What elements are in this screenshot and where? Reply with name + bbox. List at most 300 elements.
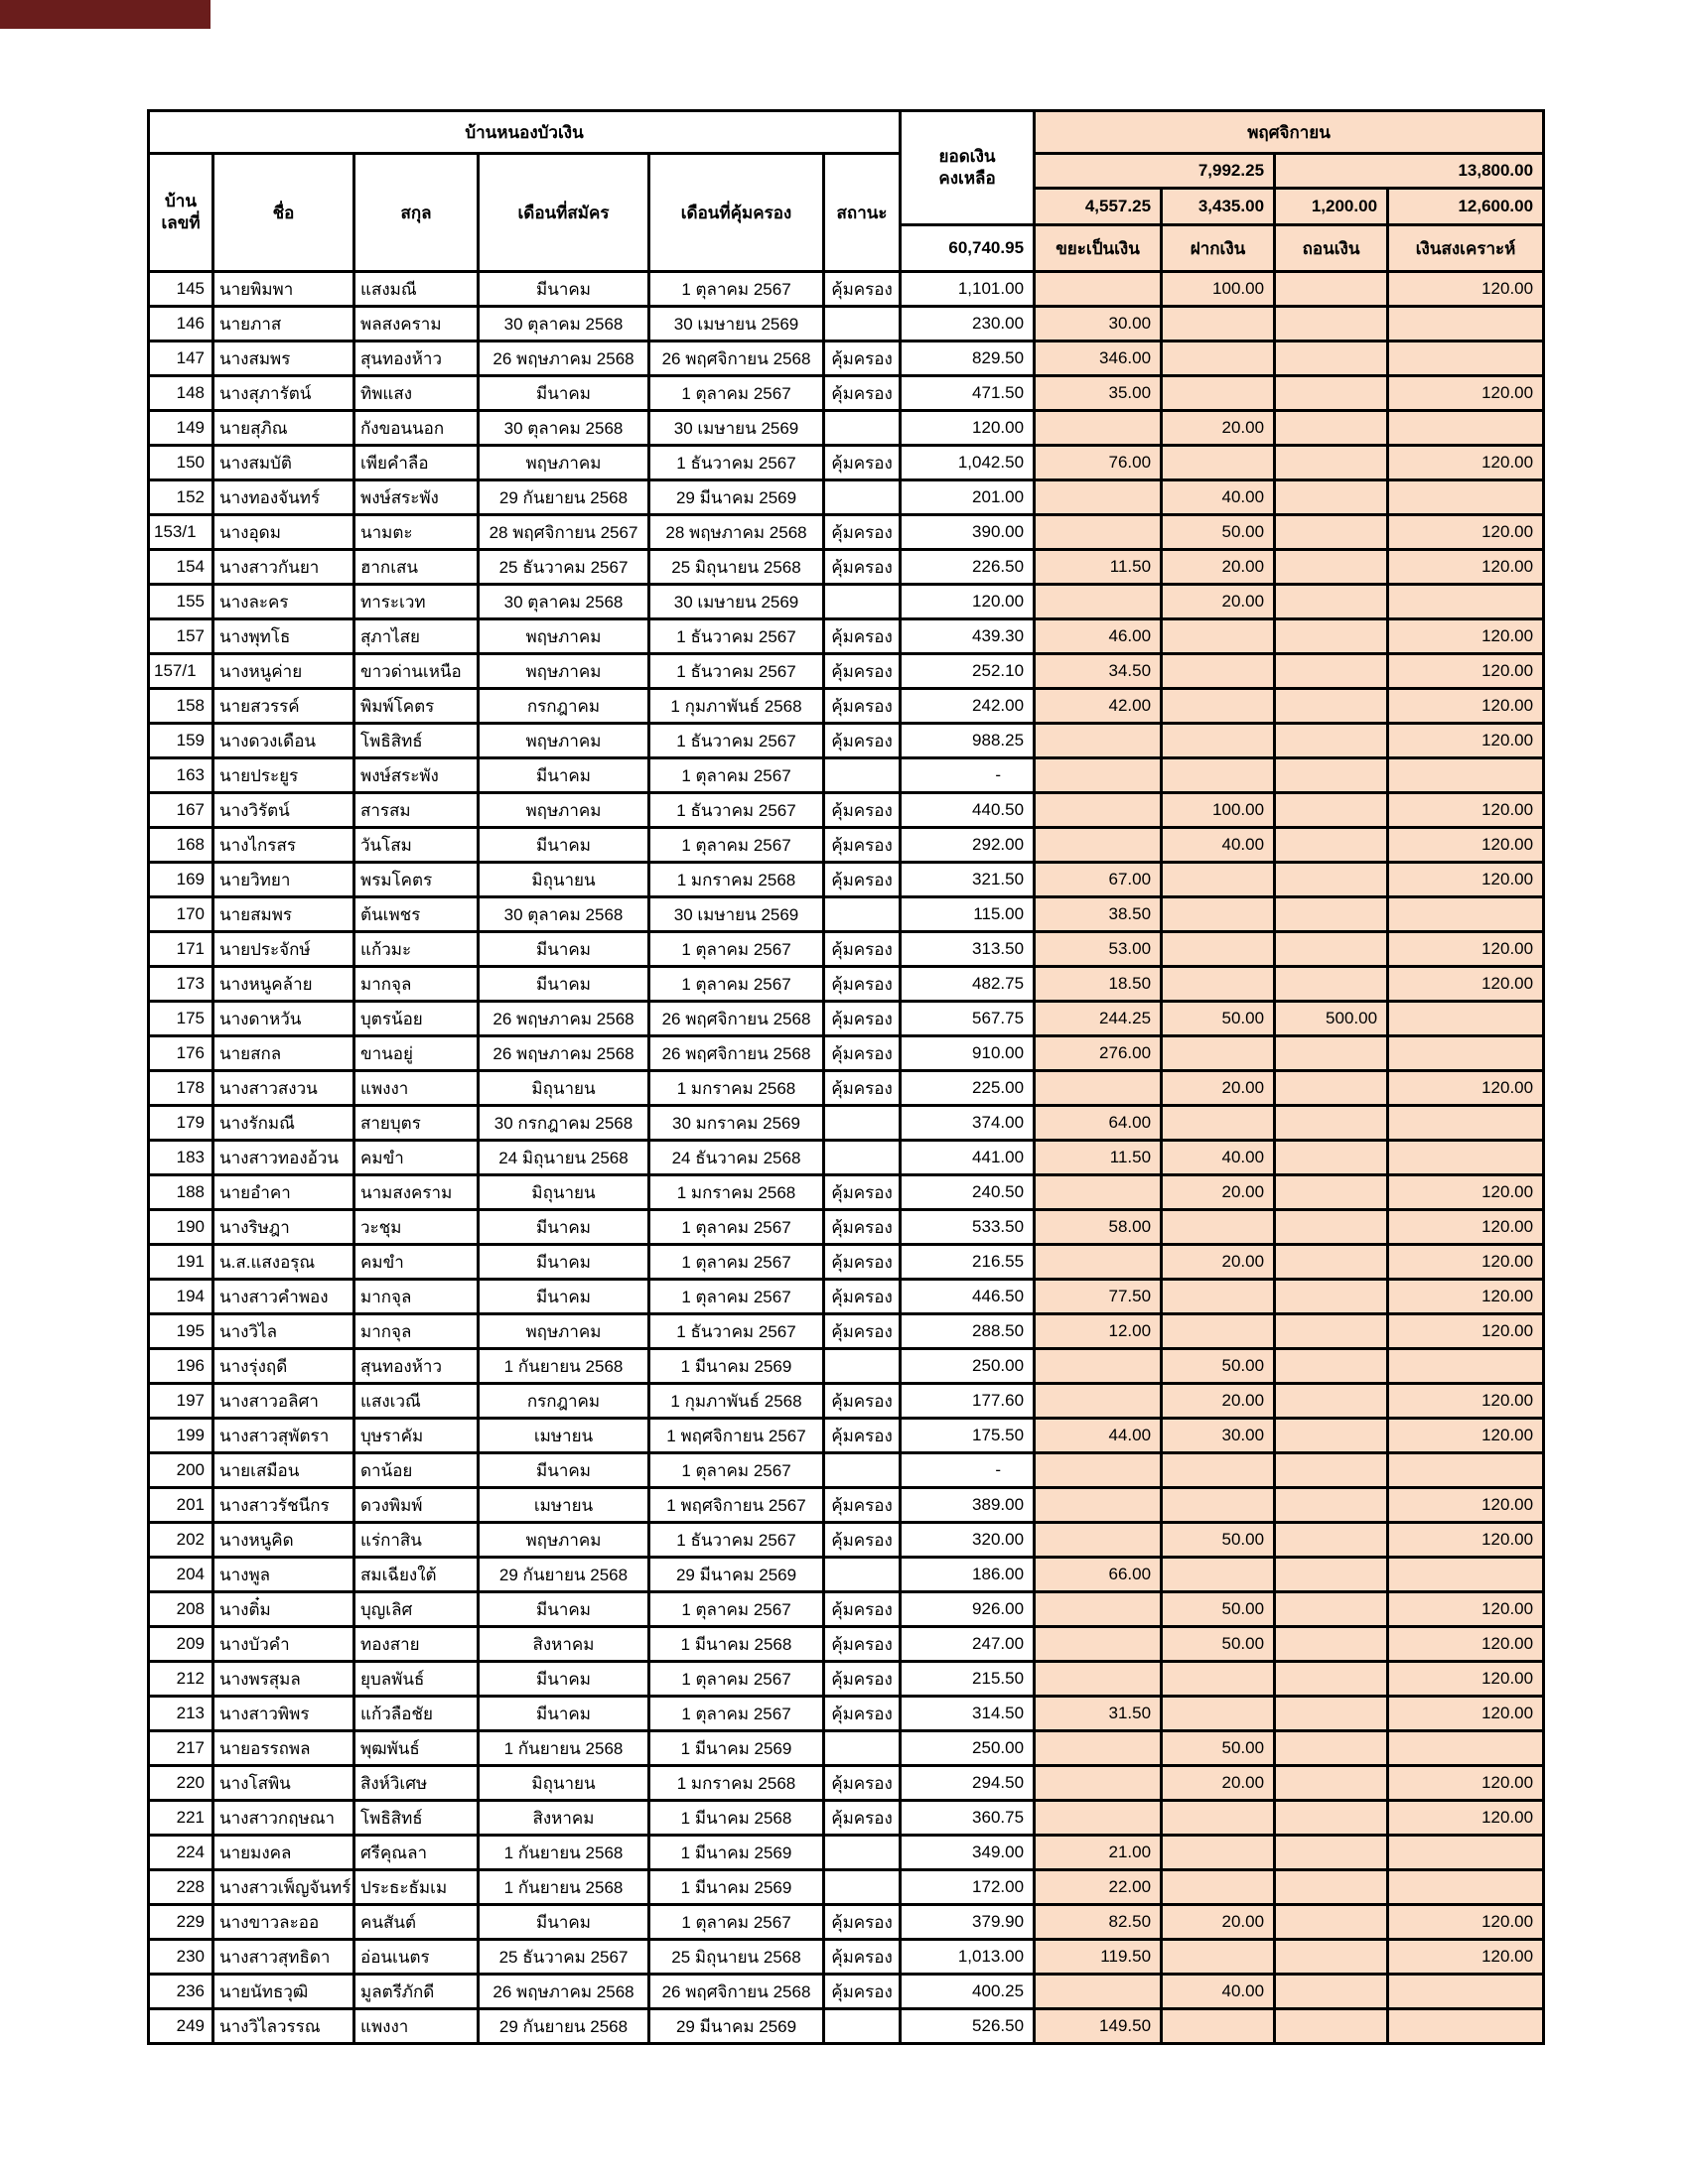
balance-cell: 926.00 (901, 1592, 1035, 1627)
deposit-cell: 100.00 (1162, 793, 1275, 828)
house-label-line1: บ้าน (165, 192, 197, 210)
deposit-cell: 20.00 (1162, 585, 1275, 619)
table-row (149, 1453, 1544, 1488)
cover-month-cell: 1 มีนาคม 2568 (649, 1627, 824, 1662)
house-no-cell: 170 (149, 897, 213, 932)
table-row (149, 689, 1544, 724)
first-name-cell: นายภาส (213, 307, 354, 341)
trash-money-cell: 11.50 (1035, 550, 1162, 585)
trash-money-cell: 53.00 (1035, 932, 1162, 967)
surname-cell: แพงงา (354, 1071, 479, 1106)
welfare-cell: 120.00 (1388, 515, 1544, 550)
welfare-cell: 120.00 (1388, 863, 1544, 897)
deposit-cell (1162, 376, 1275, 411)
house-no-cell: 194 (149, 1280, 213, 1314)
first-name-cell: นางหนูค่าย (213, 654, 354, 689)
trash-money-cell: 149.50 (1035, 2009, 1162, 2044)
withdraw-cell (1275, 1106, 1388, 1141)
welfare-cell: 120.00 (1388, 272, 1544, 307)
table-row (149, 863, 1544, 897)
table-row (149, 1592, 1544, 1627)
surname-cell: กังขอนนอก (354, 411, 479, 446)
balance-cell: 320.00 (901, 1523, 1035, 1558)
balance-cell: 115.00 (901, 897, 1035, 932)
cover-month-cell: 1 มีนาคม 2569 (649, 1349, 824, 1384)
apply-month-cell: 30 ตุลาคม 2568 (479, 585, 649, 619)
apply-month-cell: 26 พฤษภาคม 2568 (479, 1036, 649, 1071)
balance-cell: 215.50 (901, 1662, 1035, 1697)
cover-month-cell: 28 พฤษภาคม 2568 (649, 515, 824, 550)
house-no-cell: 221 (149, 1801, 213, 1836)
first-name-cell: นางรักมณี (213, 1106, 354, 1141)
welfare-cell (1388, 2009, 1544, 2044)
cover-month-cell: 1 ธันวาคม 2567 (649, 446, 824, 480)
deposit-cell (1162, 446, 1275, 480)
first-name-cell: นางดาหวัน (213, 1002, 354, 1036)
apply-month-cell: พฤษภาคม (479, 654, 649, 689)
balance-cell: 201.00 (901, 480, 1035, 515)
status-cell: คุ้มครอง (824, 1975, 901, 2009)
welfare-cell (1388, 1975, 1544, 2009)
apply-month-cell: มีนาคม (479, 1697, 649, 1731)
withdraw-cell (1275, 1523, 1388, 1558)
house-no-cell: 163 (149, 758, 213, 793)
house-no-cell: 150 (149, 446, 213, 480)
balance-cell: 482.75 (901, 967, 1035, 1002)
apply-month-cell: 29 กันยายน 2568 (479, 480, 649, 515)
first-name-cell: นายอรรถพล (213, 1731, 354, 1766)
surname-cell: สุนทองห้าว (354, 341, 479, 376)
trash-money-cell (1035, 758, 1162, 793)
deposit-cell (1162, 341, 1275, 376)
first-name-cell: นายอำคา (213, 1175, 354, 1210)
first-name-cell: นางสาวพิพร (213, 1697, 354, 1731)
apply-month-cell: มิถุนายน (479, 1766, 649, 1801)
surname-cell: มูลตรีภักดี (354, 1975, 479, 2009)
welfare-total: 12,600.00 (1388, 189, 1544, 225)
apply-month-cell: มีนาคม (479, 828, 649, 863)
apply-month-cell: 26 พฤษภาคม 2568 (479, 341, 649, 376)
surname-cell: คมขำ (354, 1245, 479, 1280)
deposit-cell (1162, 967, 1275, 1002)
status-cell: คุ้มครอง (824, 654, 901, 689)
trash-money-cell (1035, 1627, 1162, 1662)
withdraw-cell (1275, 1071, 1388, 1106)
status-cell (824, 1453, 901, 1488)
trash-money-cell (1035, 1349, 1162, 1384)
first-name-cell: นางสาวสุทธิดา (213, 1940, 354, 1975)
first-name-cell: นางสาวกันยา (213, 550, 354, 585)
trash-money-cell: 244.25 (1035, 1002, 1162, 1036)
deposit-cell (1162, 1106, 1275, 1141)
withdraw-cell (1275, 1662, 1388, 1697)
welfare-cell: 120.00 (1388, 654, 1544, 689)
house-no-cell: 154 (149, 550, 213, 585)
surname-cell: โพธิสิทธ์ (354, 724, 479, 758)
table-row (149, 1280, 1544, 1314)
table-row (149, 654, 1544, 689)
balance-cell: 533.50 (901, 1210, 1035, 1245)
first-name-cell: นางหนูคิด (213, 1523, 354, 1558)
apply-month-cell: มิถุนายน (479, 1071, 649, 1106)
apply-month-cell: 25 ธันวาคม 2567 (479, 550, 649, 585)
status-cell: คุ้มครอง (824, 1245, 901, 1280)
house-no-cell: 158 (149, 689, 213, 724)
cover-month-cell: 30 มกราคม 2569 (649, 1106, 824, 1141)
surname-cell: พลสงคราม (354, 307, 479, 341)
trash-money-cell (1035, 1245, 1162, 1280)
deposit-cell: 100.00 (1162, 272, 1275, 307)
table-row (149, 1766, 1544, 1801)
cover-month-cell: 1 ตุลาคม 2567 (649, 1662, 824, 1697)
house-no-cell: 175 (149, 1002, 213, 1036)
house-no-cell: 236 (149, 1975, 213, 2009)
status-cell (824, 1106, 901, 1141)
trash-money-cell: 34.50 (1035, 654, 1162, 689)
surname-cell: นามตะ (354, 515, 479, 550)
balance-grand-total: 60,740.95 (901, 225, 1035, 272)
withdraw-cell (1275, 480, 1388, 515)
surname-cell: ทองสาย (354, 1627, 479, 1662)
status-cell: คุ้มครอง (824, 724, 901, 758)
welfare-cell: 120.00 (1388, 1280, 1544, 1314)
surname-cell: บุษราคัม (354, 1419, 479, 1453)
trash-money-cell: 12.00 (1035, 1314, 1162, 1349)
withdraw-cell (1275, 1558, 1388, 1592)
cover-month-cell: 1 ตุลาคม 2567 (649, 1210, 824, 1245)
deposit-cell: 40.00 (1162, 480, 1275, 515)
status-cell: คุ้มครอง (824, 1940, 901, 1975)
apply-month-cell: พฤษภาคม (479, 446, 649, 480)
house-no-cell: 178 (149, 1071, 213, 1106)
house-label-line2: เลขที่ (161, 213, 201, 232)
surname-cell: วันโสม (354, 828, 479, 863)
apply-month-cell: 29 กันยายน 2568 (479, 2009, 649, 2044)
cover-month-cell: 29 มีนาคม 2569 (649, 480, 824, 515)
deposit-cell: 50.00 (1162, 515, 1275, 550)
deposit-cell (1162, 1836, 1275, 1870)
house-no-cell: 209 (149, 1627, 213, 1662)
table-row (149, 1036, 1544, 1071)
trash-money-cell: 35.00 (1035, 376, 1162, 411)
balance-cell: - (901, 758, 1035, 793)
table-row (149, 619, 1544, 654)
first-name-cell: นายพิมพา (213, 272, 354, 307)
welfare-cell (1388, 1836, 1544, 1870)
welfare-cell: 120.00 (1388, 932, 1544, 967)
status-cell: คุ้มครอง (824, 1627, 901, 1662)
house-no-cell: 208 (149, 1592, 213, 1627)
status-cell (824, 1558, 901, 1592)
table-row (149, 1801, 1544, 1836)
surname-cell: พุฒพันธ์ (354, 1731, 479, 1766)
deposit-cell (1162, 932, 1275, 967)
first-name-cell: นางสาวสุพัตรา (213, 1419, 354, 1453)
house-no-cell: 183 (149, 1141, 213, 1175)
deposit-cell: 20.00 (1162, 1766, 1275, 1801)
trash-money-cell: 346.00 (1035, 341, 1162, 376)
table-row (149, 1940, 1544, 1975)
balance-cell: 294.50 (901, 1766, 1035, 1801)
deposit-cell (1162, 758, 1275, 793)
trash-money-cell: 44.00 (1035, 1419, 1162, 1453)
trash-money-cell (1035, 1592, 1162, 1627)
welfare-cell (1388, 1453, 1544, 1488)
trash-money-cell (1035, 1731, 1162, 1766)
table-row (149, 1697, 1544, 1731)
surname-cell: พิมพ์โคตร (354, 689, 479, 724)
first-name-cell: นายประจักษ์ (213, 932, 354, 967)
table-row (149, 1627, 1544, 1662)
cover-month-cell: 1 ตุลาคม 2567 (649, 272, 824, 307)
cover-month-cell: 26 พฤศจิกายน 2568 (649, 341, 824, 376)
house-no-cell: 152 (149, 480, 213, 515)
withdraw-cell (1275, 1940, 1388, 1975)
apply-month-cell: มีนาคม (479, 1592, 649, 1627)
trash-money-cell: 82.50 (1035, 1905, 1162, 1940)
balance-cell: 446.50 (901, 1280, 1035, 1314)
surname-cell: ดวงพิมพ์ (354, 1488, 479, 1523)
column-header-cover-month: เดือนที่คุ้มครอง (649, 154, 824, 272)
welfare-cell: 120.00 (1388, 619, 1544, 654)
balance-cell: 567.75 (901, 1002, 1035, 1036)
balance-cell: 230.00 (901, 307, 1035, 341)
apply-month-cell: พฤษภาคม (479, 793, 649, 828)
withdraw-cell (1275, 1453, 1388, 1488)
cover-month-cell: 1 มีนาคม 2569 (649, 1870, 824, 1905)
first-name-cell: นางสมบัติ (213, 446, 354, 480)
surname-cell: สายบุตร (354, 1106, 479, 1141)
apply-month-cell: พฤษภาคม (479, 619, 649, 654)
withdraw-cell (1275, 828, 1388, 863)
house-no-cell: 148 (149, 376, 213, 411)
apply-month-cell: 1 กันยายน 2568 (479, 1731, 649, 1766)
house-no-cell: 169 (149, 863, 213, 897)
first-name-cell: นางสุภารัตน์ (213, 376, 354, 411)
apply-month-cell: มีนาคม (479, 1245, 649, 1280)
cover-month-cell: 26 พฤศจิกายน 2568 (649, 1975, 824, 2009)
trash-money-cell: 38.50 (1035, 897, 1162, 932)
withdraw-cell (1275, 1245, 1388, 1280)
deposit-cell (1162, 619, 1275, 654)
status-cell: คุ้มครอง (824, 828, 901, 863)
trash-money-cell: 77.50 (1035, 1280, 1162, 1314)
trash-money-cell: 42.00 (1035, 689, 1162, 724)
house-no-cell: 191 (149, 1245, 213, 1280)
status-cell (824, 1731, 901, 1766)
status-cell (824, 585, 901, 619)
welfare-cell: 120.00 (1388, 1627, 1544, 1662)
house-no-cell: 179 (149, 1106, 213, 1141)
welfare-cell (1388, 758, 1544, 793)
table-row (149, 376, 1544, 411)
house-no-cell: 168 (149, 828, 213, 863)
surname-cell: แร่กาสิน (354, 1523, 479, 1558)
apply-month-cell: มีนาคม (479, 967, 649, 1002)
withdraw-cell (1275, 1488, 1388, 1523)
welfare-cell (1388, 585, 1544, 619)
house-no-cell: 220 (149, 1766, 213, 1801)
balance-cell: 313.50 (901, 932, 1035, 967)
withdraw-cell (1275, 550, 1388, 585)
balance-cell: - (901, 1453, 1035, 1488)
column-header-deposit: ฝากเงิน (1162, 225, 1275, 272)
house-no-cell: 145 (149, 272, 213, 307)
table-row (149, 550, 1544, 585)
balance-cell: 390.00 (901, 515, 1035, 550)
withdraw-cell (1275, 376, 1388, 411)
trash-money-cell (1035, 411, 1162, 446)
withdraw-cell (1275, 1210, 1388, 1245)
status-cell: คุ้มครอง (824, 932, 901, 967)
village-title: บ้านหนองบัวเงิน (149, 111, 901, 154)
status-cell: คุ้มครอง (824, 446, 901, 480)
surname-cell: โพธิสิทธ์ (354, 1801, 479, 1836)
house-no-cell: 188 (149, 1175, 213, 1210)
balance-cell: 910.00 (901, 1036, 1035, 1071)
surname-cell: คนสันต์ (354, 1905, 479, 1940)
welfare-cell: 120.00 (1388, 1071, 1544, 1106)
apply-month-cell: 28 พฤศจิกายน 2567 (479, 515, 649, 550)
welfare-cell: 120.00 (1388, 1905, 1544, 1940)
first-name-cell: นางริษฎา (213, 1210, 354, 1245)
deposit-cell (1162, 1662, 1275, 1697)
apply-month-cell: กรกฎาคม (479, 1384, 649, 1419)
apply-month-cell: มีนาคม (479, 376, 649, 411)
house-no-cell: 173 (149, 967, 213, 1002)
first-name-cell: นางสาวอลิศา (213, 1384, 354, 1419)
status-cell: คุ้มครอง (824, 1071, 901, 1106)
cover-month-cell: 1 ตุลาคม 2567 (649, 1245, 824, 1280)
cover-month-cell: 1 มกราคม 2568 (649, 1071, 824, 1106)
deposit-cell (1162, 1210, 1275, 1245)
trash-money-cell: 76.00 (1035, 446, 1162, 480)
first-name-cell: นางวิไลวรรณ (213, 2009, 354, 2044)
house-no-cell: 157 (149, 619, 213, 654)
welfare-cell (1388, 1349, 1544, 1384)
status-cell: คุ้มครอง (824, 1592, 901, 1627)
cover-month-cell: 1 ธันวาคม 2567 (649, 654, 824, 689)
balance-cell: 439.30 (901, 619, 1035, 654)
welfare-cell: 120.00 (1388, 446, 1544, 480)
trash-money-cell (1035, 793, 1162, 828)
table-row (149, 1349, 1544, 1384)
table-row (149, 1488, 1544, 1523)
trash-money-cell: 21.00 (1035, 1836, 1162, 1870)
surname-cell: แก้วลือชัย (354, 1697, 479, 1731)
deposit-total: 3,435.00 (1162, 189, 1275, 225)
first-name-cell: นางรุ่งฤดี (213, 1349, 354, 1384)
balance-cell: 440.50 (901, 793, 1035, 828)
welfare-cell: 120.00 (1388, 1175, 1544, 1210)
surname-cell: มากจุล (354, 1280, 479, 1314)
cover-month-cell: 25 มิถุนายน 2568 (649, 1940, 824, 1975)
house-no-cell: 196 (149, 1349, 213, 1384)
column-header-apply-month: เดือนที่สมัคร (479, 154, 649, 272)
status-cell: คุ้มครอง (824, 619, 901, 654)
deposit-cell: 30.00 (1162, 1419, 1275, 1453)
balance-cell: 242.00 (901, 689, 1035, 724)
table-row (149, 1002, 1544, 1036)
first-name-cell: นางไกรสร (213, 828, 354, 863)
withdraw-cell (1275, 272, 1388, 307)
status-cell: คุ้มครอง (824, 1523, 901, 1558)
table-row (149, 1836, 1544, 1870)
first-name-cell: นางสาวทองอ้วน (213, 1141, 354, 1175)
table-row (149, 828, 1544, 863)
balance-cell: 172.00 (901, 1870, 1035, 1905)
status-cell (824, 758, 901, 793)
surname-cell: บุตรน้อย (354, 1002, 479, 1036)
table-row (149, 1523, 1544, 1558)
table-row (149, 897, 1544, 932)
welfare-cell (1388, 897, 1544, 932)
first-name-cell: นางบัวคำ (213, 1627, 354, 1662)
withdraw-cell (1275, 585, 1388, 619)
surname-cell: พรมโคตร (354, 863, 479, 897)
welfare-cell (1388, 1036, 1544, 1071)
first-name-cell: นายสกล (213, 1036, 354, 1071)
status-cell (824, 2009, 901, 2044)
table-row (149, 341, 1544, 376)
surname-cell: สุนทองห้าว (354, 1349, 479, 1384)
surname-cell: แก้วมะ (354, 932, 479, 967)
withdraw-cell (1275, 446, 1388, 480)
welfare-cell: 120.00 (1388, 1940, 1544, 1975)
withdraw-cell (1275, 515, 1388, 550)
balance-cell: 1,042.50 (901, 446, 1035, 480)
withdraw-cell (1275, 1280, 1388, 1314)
house-no-cell: 171 (149, 932, 213, 967)
cover-month-cell: 1 กุมภาพันธ์ 2568 (649, 1384, 824, 1419)
table-row (149, 724, 1544, 758)
surname-cell: มากจุล (354, 967, 479, 1002)
deposit-cell (1162, 2009, 1275, 2044)
deposit-cell: 50.00 (1162, 1002, 1275, 1036)
deposit-cell: 20.00 (1162, 1384, 1275, 1419)
november-left-total: 7,992.25 (1035, 154, 1275, 189)
status-cell: คุ้มครอง (824, 967, 901, 1002)
surname-cell: วะชุม (354, 1210, 479, 1245)
table-row (149, 1071, 1544, 1106)
balance-cell: 292.00 (901, 828, 1035, 863)
welfare-cell (1388, 341, 1544, 376)
house-no-cell: 201 (149, 1488, 213, 1523)
apply-month-cell: 30 กรกฎาคม 2568 (479, 1106, 649, 1141)
status-cell (824, 1349, 901, 1384)
table-row (149, 272, 1544, 307)
withdraw-cell (1275, 932, 1388, 967)
status-cell: คุ้มครอง (824, 1801, 901, 1836)
cover-month-cell: 1 ธันวาคม 2567 (649, 724, 824, 758)
balance-cell: 441.00 (901, 1141, 1035, 1175)
trash-money-cell (1035, 515, 1162, 550)
first-name-cell: นางหนูคล้าย (213, 967, 354, 1002)
balance-cell: 177.60 (901, 1384, 1035, 1419)
balance-cell: 240.50 (901, 1175, 1035, 1210)
surname-cell: ทิพแสง (354, 376, 479, 411)
table-row (149, 307, 1544, 341)
table-row (149, 1905, 1544, 1940)
withdraw-cell (1275, 863, 1388, 897)
house-no-cell: 146 (149, 307, 213, 341)
column-header-withdraw: ถอนเงิน (1275, 225, 1388, 272)
table-row (149, 1384, 1544, 1419)
trash-money-total: 4,557.25 (1035, 189, 1162, 225)
welfare-cell: 120.00 (1388, 550, 1544, 585)
balance-cell: 526.50 (901, 2009, 1035, 2044)
deposit-cell (1162, 1870, 1275, 1905)
